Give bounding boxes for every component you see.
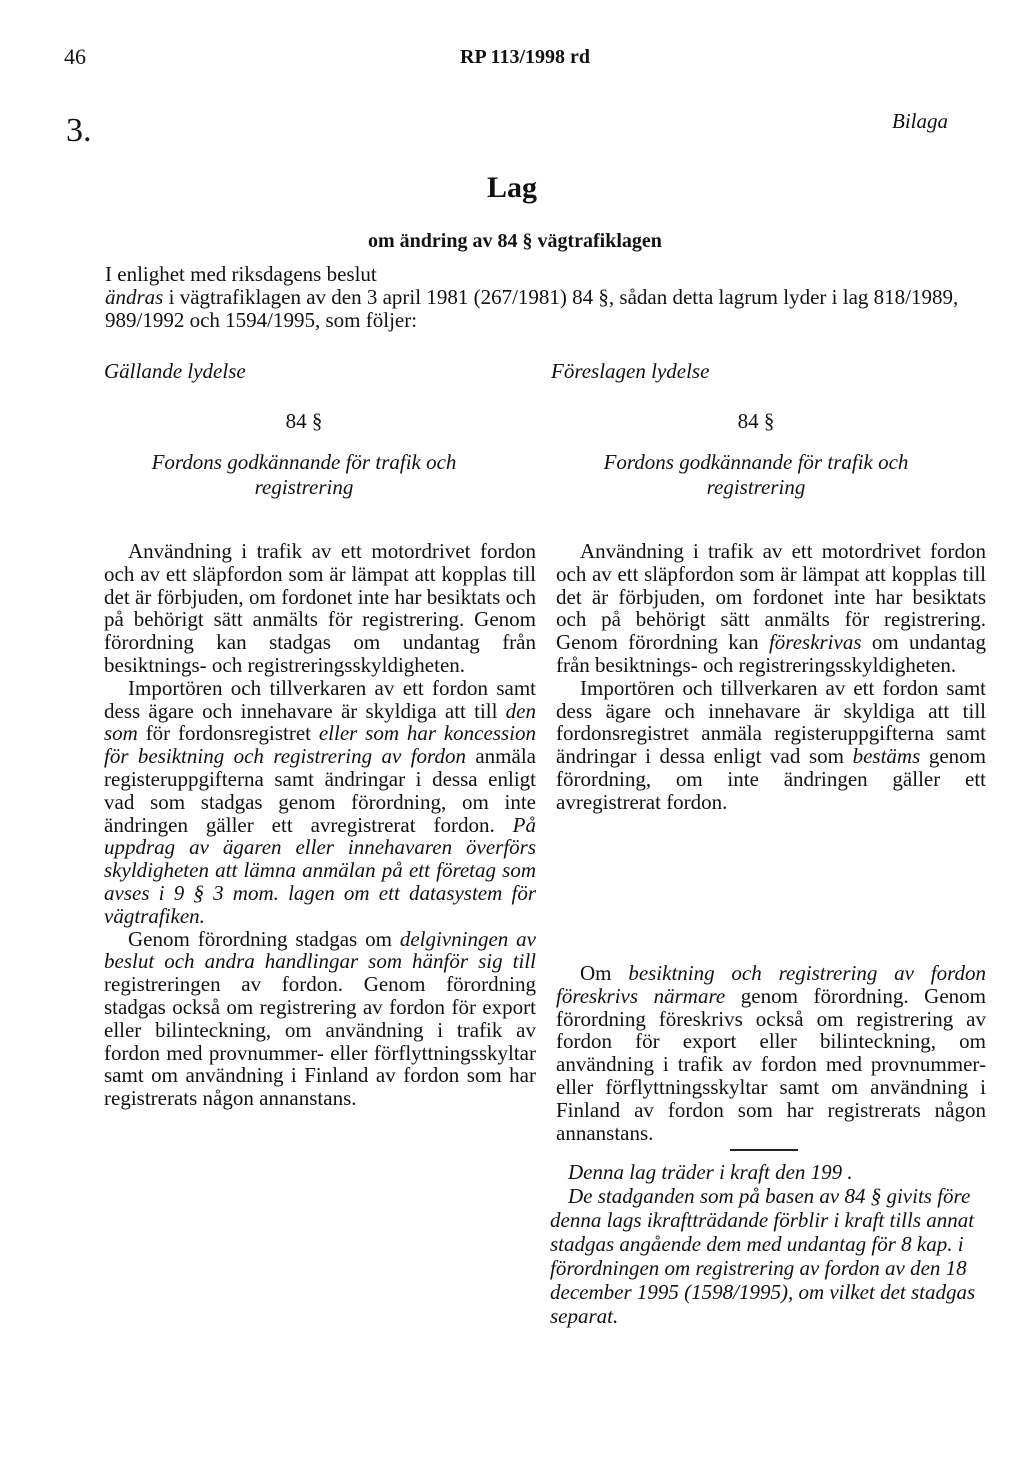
text: Importören och tillverkaren av ett fordon samt dess ägare och innehavare är skyldiga att till fordonsregistret anmäla registeruppgifterna samt ändringar i dessa enligt vad som	[556, 675, 986, 769]
left-section-title: Fordons godkännande för trafik och registrering	[151, 450, 457, 499]
intro-rest: i vägtrafiklagen av den 3 april 1981 (267/1981) 84 §, sådan detta lagrum lyder i lag 818/1989, 989/1992 och 1594/1995, som följer:	[105, 285, 959, 332]
law-subtitle: om ändring av 84 § vägtrafiklagen	[368, 230, 662, 252]
entry-paragraph-1: Denna lag träder i kraft den 199 .	[568, 1160, 853, 1184]
text-italic: På uppdrag av ägaren eller innehavaren överförs skyldigheten att lämna anmälan på ett företag som avses i 9 § 3 mom. lagen om ett datasystem för vägtrafiken.	[104, 812, 536, 928]
left-paragraph-1: Användning i trafik av ett motordrivet fordon och av ett släpfordon som är lämpat att kopplas till det är förbjuden, om fordonet inte har besiktats och på behörigt sätt anmälts för registrering. Genom förordning kan stadgas om undantag från besiktnings- och registreringsskyldigheten.	[104, 539, 536, 677]
left-paragraph-2	[104, 677, 536, 928]
entry-paragraph-2: De stadganden som på basen av 84 § givits före denna lags ikraftträdande förblir i kraft tills annat stadgas angående dem med undantag för 8 kap. i förordningen om registrering av fordon av den 18 december 1995 (1598/1995), om vilket det stadgas separat.	[550, 1184, 976, 1328]
text: genom förordning. Genom förordning föreskrivs också om registrering av fordon för export eller bilinteckning, om användning i trafik av fordon med provnummer- eller förflyttningsskyltar samt om användning i Finland av fordon som har registrerats någon annanstans.	[556, 983, 986, 1145]
text-italic: besiktning och registrering av fordon föreskrivs närmare	[556, 961, 986, 1008]
text-italic: den som	[104, 698, 536, 746]
text: anmäla registeruppgifterna samt ändringar i dessa enligt vad som stadgas genom förordning, om inte ändringen gäller ett avregistrerat fordon.	[104, 744, 536, 837]
left-section-symbol: 84 §	[285, 409, 323, 433]
intro-em: ändras	[105, 285, 164, 309]
section-number: 3.	[66, 112, 92, 149]
text: Om	[580, 961, 629, 985]
left-column-heading: Gällande lydelse	[104, 359, 246, 383]
entry-into-force	[550, 1160, 990, 1328]
text: Importören och tillverkaren av ett fordon samt dess ägare och innehavare är skyldiga att till	[104, 675, 536, 723]
text-italic: bestäms	[852, 744, 921, 769]
law-title: Lag	[486, 171, 537, 204]
text: Användning i trafik av ett motordrivet fordon och av ett släpfordon som är lämpat att kopplas till det är förbjuden, om fordonet inte har besiktats och på behörigt sätt anmälts för registrering. Genom förordning kan	[556, 539, 986, 655]
intro-text	[105, 263, 990, 332]
intro-line-2	[105, 286, 990, 332]
right-paragraph-1	[556, 540, 986, 677]
right-paragraph-2	[556, 677, 986, 814]
text: Genom förordning stadgas om	[128, 926, 400, 951]
left-paragraph-3	[104, 928, 536, 1110]
text: registreringen av fordon. Genom förordning stadgas också om registrering av fordon för export eller bilinteckning, om användning i trafik av fordon med provnummer- eller förflyttningsskyltar samt om användning i Finland av fordon som har registrerats någon annanstans.	[104, 972, 536, 1111]
appendix-label: Bilaga	[892, 109, 948, 133]
right-paragraph-3	[556, 962, 986, 1144]
left-column-body	[104, 540, 536, 1110]
page-number: 46	[64, 44, 86, 69]
separator-rule	[730, 1149, 798, 1151]
text: genom förordning, om inte ändringen gäller ett avregistrerat fordon.	[556, 744, 987, 814]
intro-line-1: I enlighet med riksdagens beslut	[105, 262, 377, 286]
text: för fordonsregistret	[137, 721, 319, 746]
right-column-body	[556, 540, 986, 814]
document-id: RP 113/1998 rd	[460, 46, 591, 68]
right-column-heading: Föreslagen lydelse	[551, 359, 710, 383]
right-section-title: Fordons godkännande för trafik och registrering	[603, 450, 909, 499]
text-italic: föreskrivas	[768, 630, 862, 655]
right-column-body-2	[556, 962, 986, 1144]
text-italic: eller som har koncession för besiktning och registrering av fordon	[104, 721, 536, 769]
text-italic: delgivningen av beslut och andra handlingar som hänför sig till	[104, 926, 536, 974]
text: om undantag från besiktnings- och registreringsskyldigheten.	[556, 630, 986, 677]
right-section-symbol: 84 §	[737, 409, 775, 433]
